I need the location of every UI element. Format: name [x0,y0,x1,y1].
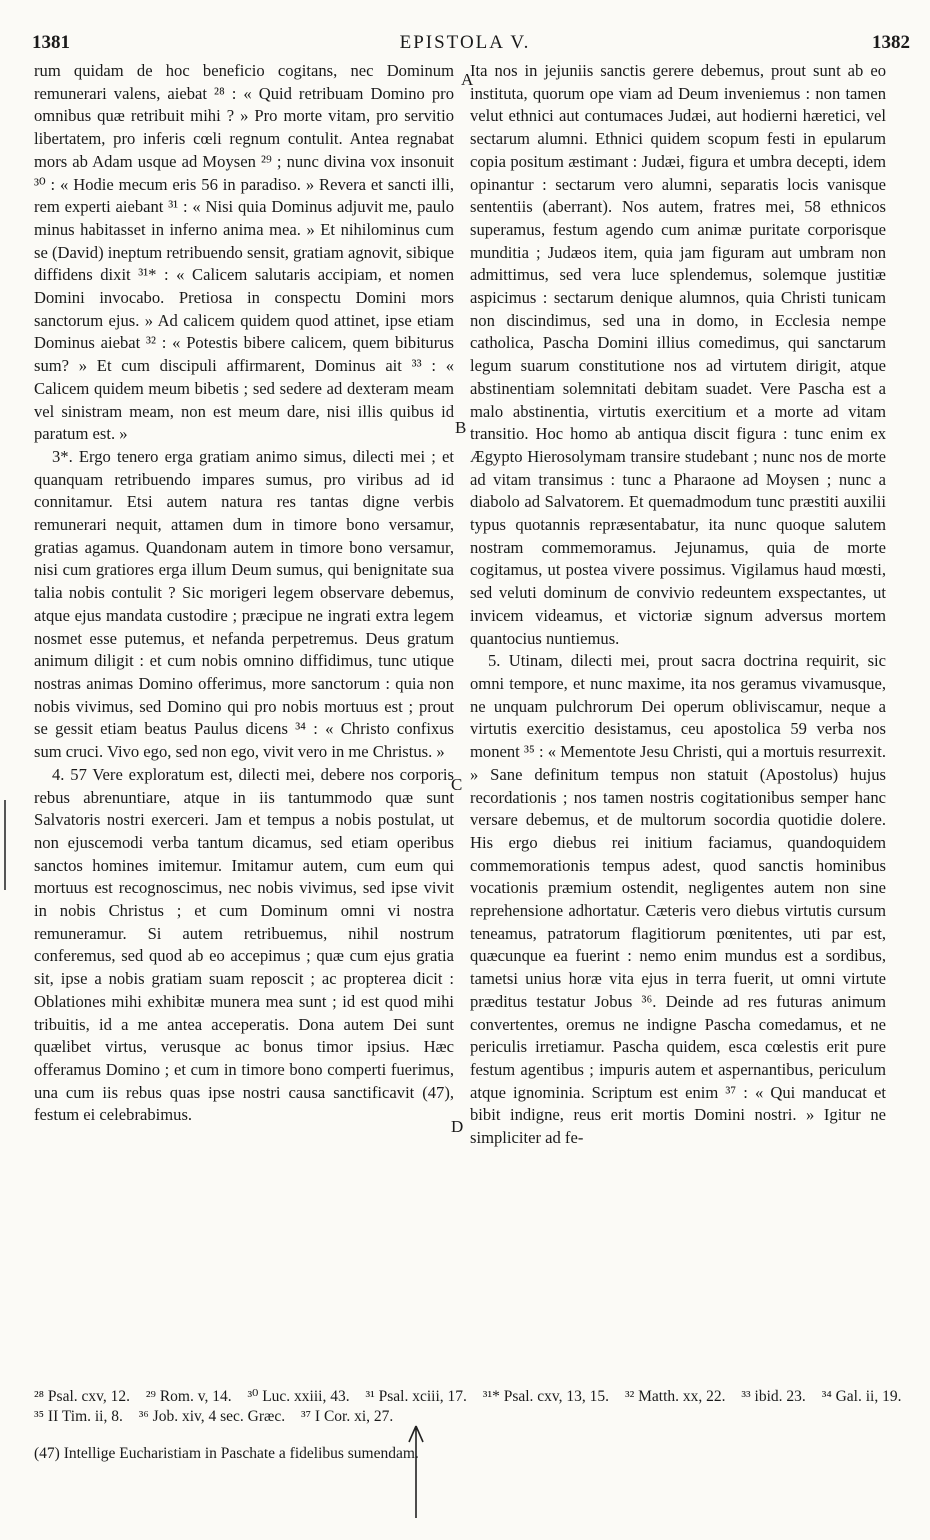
footnote: ³¹* Psal. cxv, 13, 15. [482,1388,610,1405]
footnote: ²⁹ Rom. v, 14. [145,1388,232,1405]
margin-letter-d: D [451,1117,464,1136]
page-number-right: 1382 [872,32,910,53]
footnote: ³⁵ II Tim. ii, 8. [34,1408,123,1425]
footnote: ³² Matth. xx, 22. [624,1388,726,1405]
margin-rule [4,800,6,890]
footnote: ³⁷ I Cor. xi, 27. [301,1408,394,1425]
footnotes [34,1387,914,1427]
page-title: EPISTOLA V. [399,32,531,53]
footnote: ³⁰ Luc. xxiii, 43. [247,1388,350,1405]
page-number-left: 1381 [32,32,70,53]
handwritten-arrow-icon [404,1420,428,1520]
paragraph-continuation-right: Ita nos in jejuniis sanctis gerere debemus, prout sunt ab eo instituta, quorum ope viam ad Deum inveniemus : non tamen velut ethnici aut contumaces Judæi, aut hodierni hæretici, vel sectarum alumni. Ethnici quidem scopum festi in epularum copia positum æstimant : Judæi, figura et umbra decepti, idem opinantur : sectarum vero alumni, separatis locis vanisque sententiis (aberrant). Nos autem, fratres mei, 58 ethnicos superamus, festum agendo cum animæ puritate corporisque munditia ; Judæos item, quia jam figuram aut umbram non admittimus, sed vera luce splendemus, solemque justitiæ aspicimus : sectarum denique alumnos, quia Christi tunicam non discindimus, sed una in domo, in Ecclesia nempe catholica, Pascha Domini illius comedimus, qui sanctarum legum suarum constitutione nos ad virtutem dirigit, atque abstinentiam solemnitati debitam suadet. Vere Pascha est a malo abstinentia, virtutis exercitium et a morte ad vitam transitio. Hoc homo ab antiqua discit figura : tunc enim ex Ægypto Hierosolymam transire studebant ; nunc nos de morte ad vitam transimus : tunc a Pharaone ad Moysen ; nunc a diabolo ad Salvatorem. Et quemadmodum tunc præstiti auxilii typus quotannis repræsentabatur, ita nunc quoque salutem nostram commemoramus. Jejunamus, quia de morte cogitamus, ut postea vivere possimus. Vigilamus haud mœsti, sed veluti dominum de convivio redeuntem exspectantes, ut invicem videamus, et victoriæ signum adversus mortem quantocius nuntiemus. [470,61,886,648]
footnote: ³¹ Psal. xciii, 17. [365,1388,467,1405]
footnote: ³³ ibid. 23. [741,1388,806,1405]
margin-letter-a: A [461,70,474,89]
right-column [470,60,886,1150]
paragraph-3: 3*. Ergo tenero erga gratiam animo simus, dilecti mei ; et quanquam retribuendo impares sumus, pro viribus ad id connitamur. Etsi autem natura res tantas digne verbis remunerari nequit, attamen dum in timore bono versamur, gratias agamus. Quandonam autem in timore bono versamur, nisi cum gratiores erga illum Deum sumus, qui benignitate sua talia nobis contulit ? Sic morigeri legem observare debemus, atque ejus mandata custodire ; præcipue ne ingrati extra legem nosmet esse putemus, et nefanda perpetremus. Deus gratum animum diligit : et cum nobis omnino diffidimus, tunc utique nostras animas Domino offerimus, more sanctorum : quia non nobis vivimus, sed Domino qui pro nobis mortuus est ; prout se gessit etiam beatus Paulus dicens ³⁴ : « Christo confixus sum cruci. Vivo ego, sed non ego, vivit vero in me Christus. » [34,446,454,762]
footnote: ²⁸ Psal. cxv, 12. [34,1388,131,1405]
editor-note: (47) Intellige Eucharistiam in Paschate a fidelibus sumendam. [34,1445,419,1462]
footnote: ³⁶ Job. xiv, 4 sec. Græc. [138,1408,286,1425]
paragraph-4: 4. 57 Vere exploratum est, dilecti mei, debere nos corporis rebus abrenuntiare, atque in iis tantummodo quæ sunt Salvatoris nostri exerceri. Jam et tempus a nobis postulat, ut non ejuscemodi verba tantum dicamus, sed etiam operibus sanctos homines imitemur. Imitamur autem, cum eum qui mortuus est recognoscimus, nec nobis vivimus, sed ipse vivit in nobis Christus ; et cum Dominum omni vi nostra remuneramur. Si autem retribuemus, nihil nostrum conferemus, sed quod ab eo accepimus ; quæ cum ejus gratia sit, ipse a nobis gratiam suam reposcit ; ac propterea dicit : Oblationes mihi exhibitæ munera mea sunt ; id est quod mihi tribuitis, id a me antea acceperatis. Dona autem Dei sunt quælibet virtus, verusque ac bonus timor ipsius. Hæc offeramus Domino ; et cum in timore bono comperti fuerimus, una cum iis rebus quas ipse nostri causa sanctificavit (47), festum ei celebrabimus. [34,764,454,1125]
left-column [34,60,454,1127]
margin-letter-c: C [451,775,463,794]
paragraph-continuation: rum quidam de hoc beneficio cogitans, nec Dominum remunerari valens, aiebat ²⁸ : « Quid retribuam Domino pro omnibus quæ retribuit mihi ? » Pro morte vitam, pro servitio libertatem, pro inferis cœli regnum contulit. Antea regnabat mors ab Adam usque ad Moysen ²⁹ ; nunc divina vox insonuit ³⁰ : « Hodie mecum eris 56 in paradiso. » Revera et sancti illi, rem experti aiebant ³¹ : « Nisi quia Dominus adjuvit me, paulo minus habitasset in inferno anima mea. » Et nihilominus cum se (David) ineptum retribuendo sensit, gratiam agnovit, sibique diffidens dixit ³¹* : « Calicem salutaris accipiam, et nomen Domini invocabo. Pretiosa in conspectu Domini mors sanctorum ejus. » Ad calicem quidem quod attinet, ipse etiam Dominus aiebat ³² : « Potestis bibere calicem, quem bibiturus sum? » Et cum discipuli affirmarent, Dominus ait ³³ : « Calicem quidem meum bibetis ; sed sedere ad dexteram meam vel sinistram meam, non est meum dare, nisi illis quibus id paratum est. » [34,61,454,444]
margin-letter-b: B [455,418,467,437]
paragraph-5: 5. Utinam, dilecti mei, prout sacra doctrina requirit, sic omni tempore, et nunc maxime, ita nos geramus vivamusque, ne unquam pulchrorum Dei operum obliviscamur, neque a virtutis exercitio desistamus, ceu apostolica 59 verba nos monent ³⁵ : « Mementote Jesu Christi, qui a mortuis resurrexit. » Sane definitum tempus non statuit (Apostolus) hujus recordationis ; nos tamen nostris cogitationibus semper hanc versare debemus, et de multorum socordia quotidie dolere. His ergo diebus rei initium faciamus, quandoquidem commemorationis tempus adest, quod sanctis hominibus vocationis præmium ostendit, negligentes autem non sine reprehensione adhortatur. Cæteris vero diebus virtutis cursum teneamus, patratorum flagitiorum pœnitentes, uti par est, quæcunque ea fuerint : nemo enim mundus est a sordibus, tametsi unius horæ vita ejus in terra fuerit, ut omni virtute præditus testatur Jobus ³⁶. Deinde ad res futuras animum convertentes, oremus ne indigne Pascha comedamus, et ne periculis irretiamur. Pascha quidem, esca cœlestis erit pure festum agentibus ; impuris autem et aspernantibus, periculum atque ignominia. Scriptum est enim ³⁷ : « Qui manducat et bibit indigne, reus erit mortis Domini nostri. » Igitur ne simpliciter ad fe- [470,651,886,1148]
footnote: ³⁴ Gal. ii, 19. [821,1388,902,1405]
